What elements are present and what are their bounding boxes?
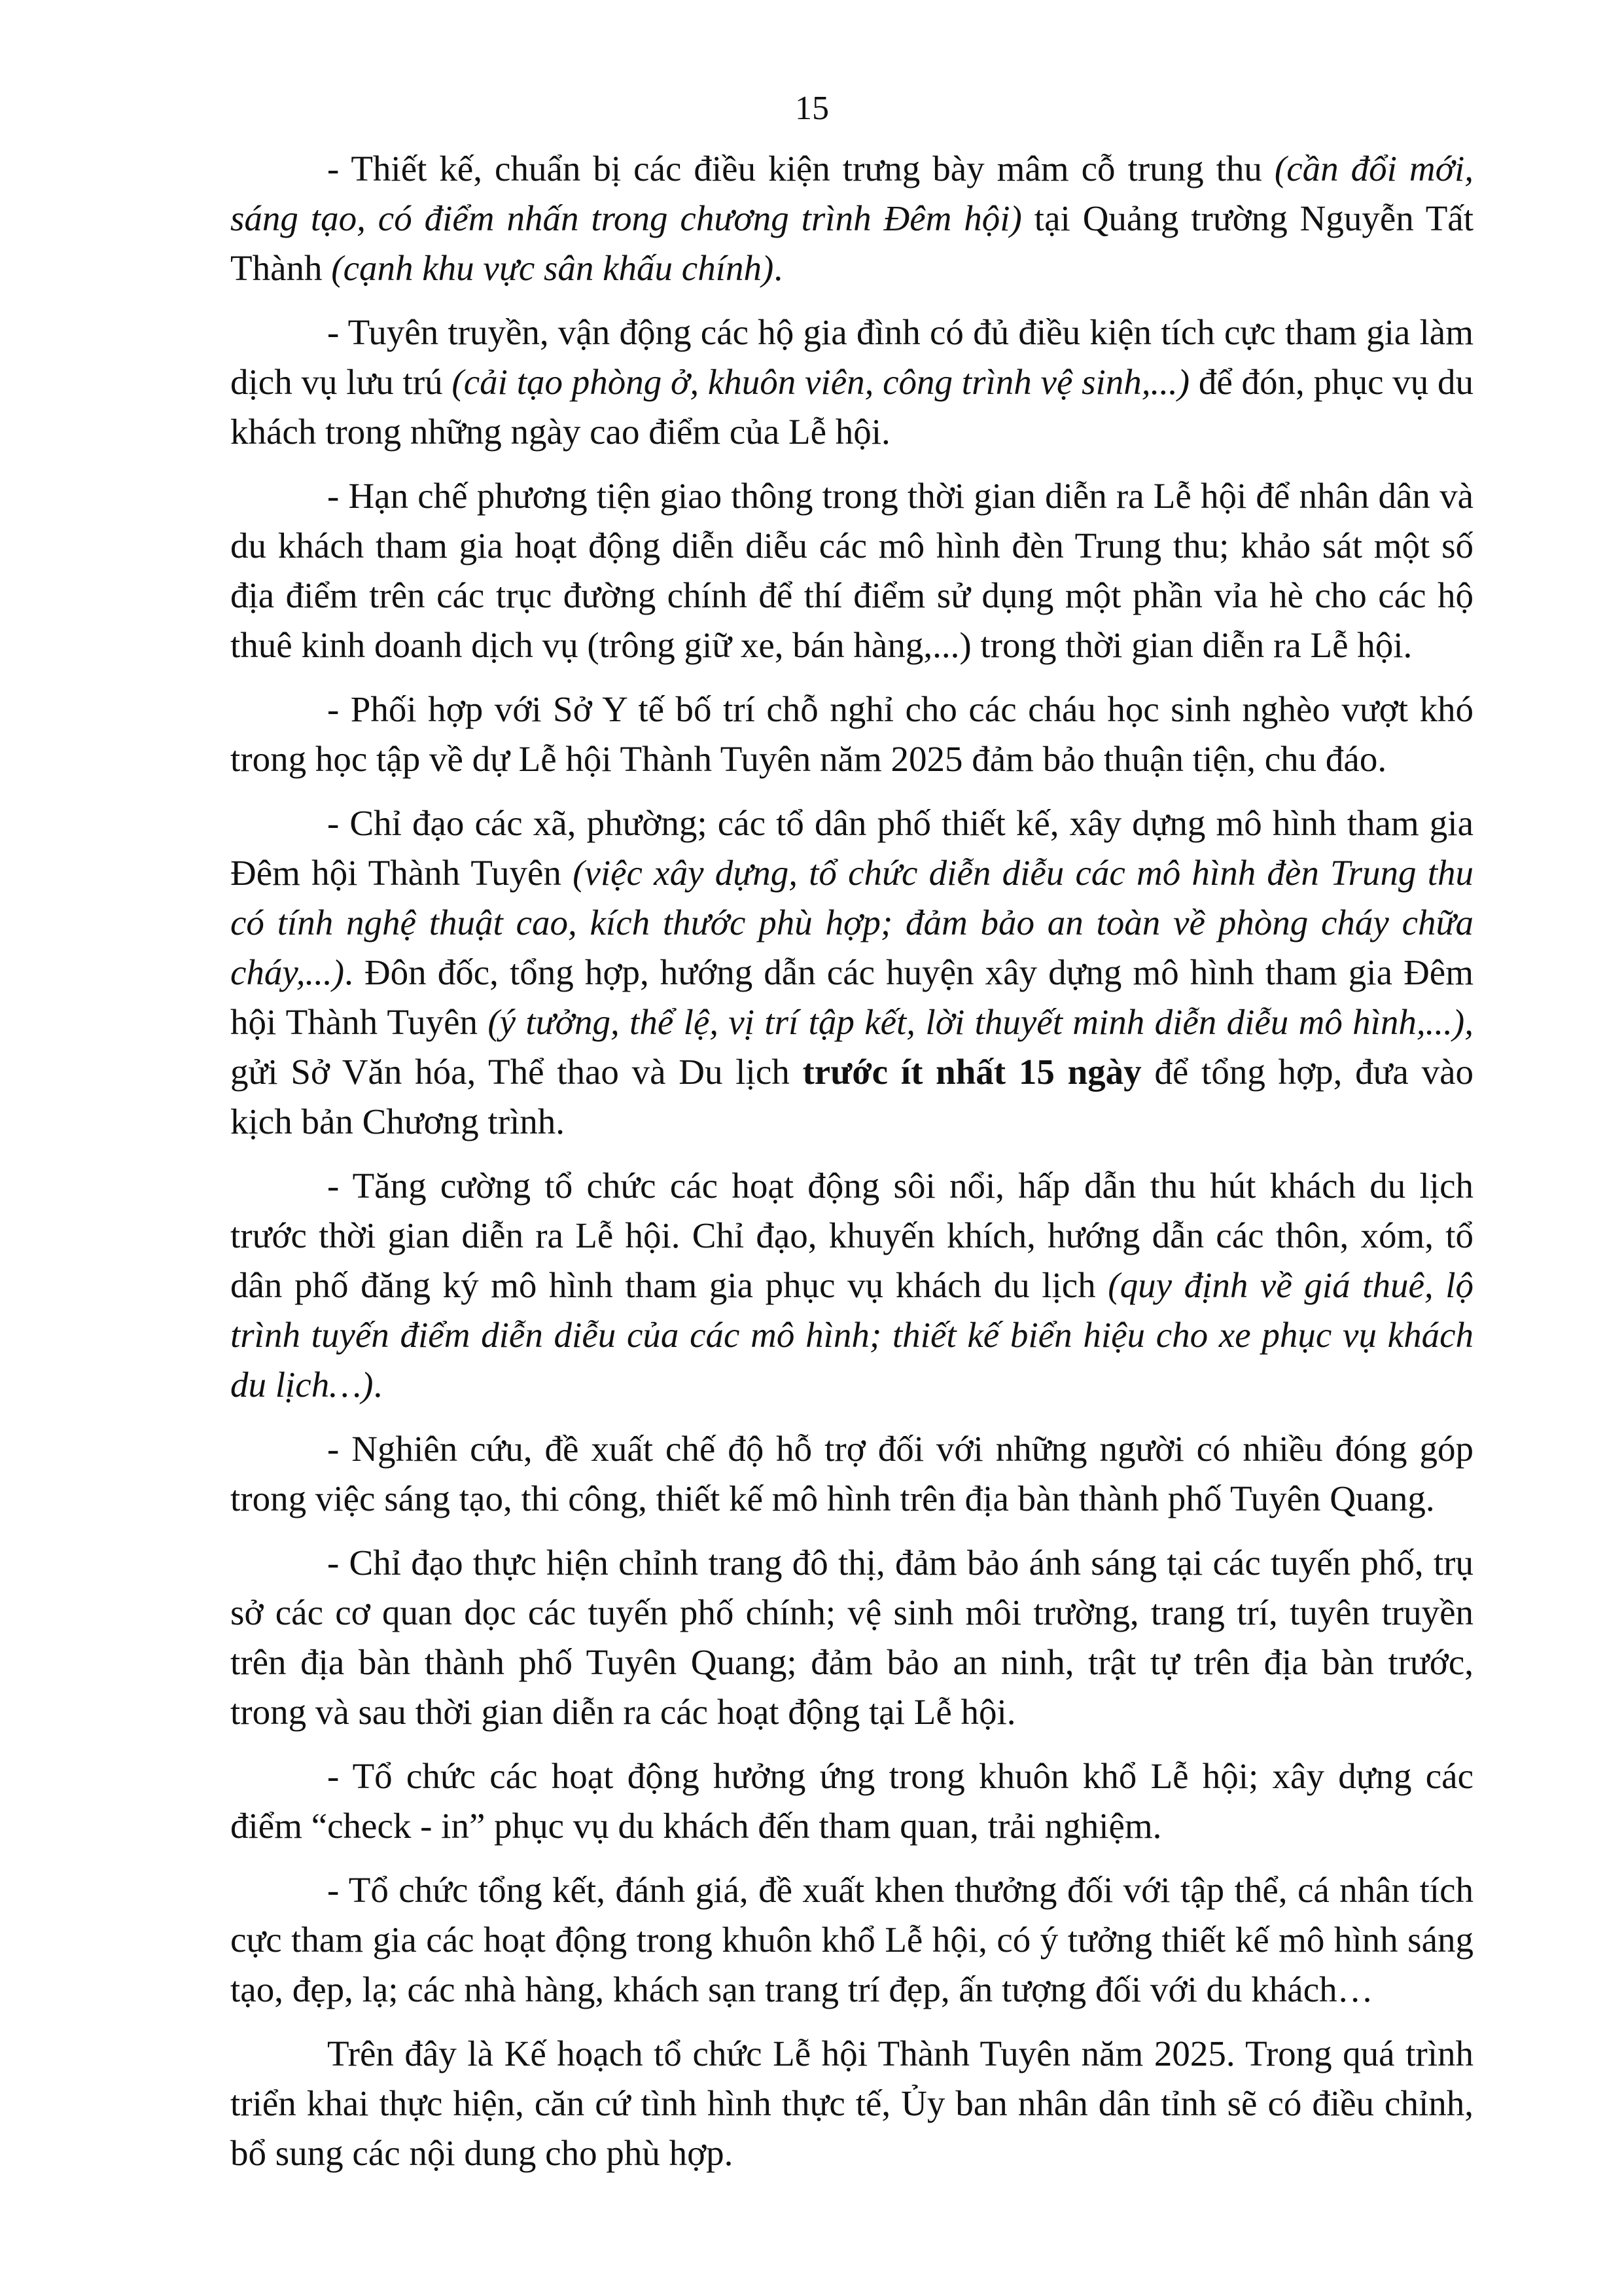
paragraph-homestay-services <box>230 308 1474 457</box>
text-segment: Trên đây là Kế hoạch tổ chức Lễ hội Thành Tuyên năm 2025. Trong quá trình triển khai thực hiện, căn cứ tình hình thực tế, Ủy ban nhân dân tỉnh sẽ có điều chỉnh, bổ sung các nội dung cho phù hợp. <box>230 2034 1474 2173</box>
paragraph-tourism-activities <box>230 1161 1474 1410</box>
paragraph-model-design <box>230 798 1474 1147</box>
text-segment-italic: (ý tưởng, thể lệ, vị trí tập kết, lời thuyết minh diễn diễu mô hình,...), <box>487 1002 1474 1042</box>
text-segment-bold: trước ít nhất 15 ngày <box>802 1052 1142 1092</box>
text-segment: - Chỉ đạo thực hiện chỉnh trang đô thị, đảm bảo ánh sáng tại các tuyến phố, trụ sở các cơ quan dọc các tuyến phố chính; vệ sinh môi trường, trang trí, tuyên truyền trên địa bàn thành phố Tuyên Quang; đảm bảo an ninh, trật tự trên địa bàn trước, trong và sau thời gian diễn ra các hoạt động tại Lễ hội. <box>230 1543 1474 1732</box>
text-segment: - Tuyên truyền, vận động các hộ gia đình có đủ điều kiện tích cực tham gia làm dịch vụ lưu trú <box>230 312 1474 402</box>
text-segment: . <box>773 248 783 288</box>
paragraph-conclusion <box>230 2029 1474 2178</box>
text-segment: . <box>373 1365 383 1405</box>
text-segment-italic: (cạnh khu vực sân khấu chính) <box>331 248 774 288</box>
paragraph-student-accommodation <box>230 685 1474 784</box>
text-segment-italic: (cần đổi mới, sáng tạo, có điểm nhấn trong chương trình Đêm hội) <box>230 149 1474 238</box>
paragraph-traffic-restriction <box>230 471 1474 670</box>
text-segment-italic: (quy định về giá thuê, lộ trình tuyến điểm diễn diễu của các mô hình; thiết kế biển hiệu cho xe phục vụ khách du lịch…) <box>230 1265 1474 1405</box>
text-segment: - Phối hợp với Sở Y tế bố trí chỗ nghỉ cho các cháu học sinh nghèo vượt khó trong học tập về dự Lễ hội Thành Tuyên năm 2025 đảm bảo thuận tiện, chu đáo. <box>230 689 1474 779</box>
text-segment: - Tổ chức các hoạt động hưởng ứng trong khuôn khổ Lễ hội; xây dựng các điểm “check - in” phục vụ du khách đến tham quan, trải nghiệm. <box>230 1756 1474 1846</box>
text-segment-italic: (cải tạo phòng ở, khuôn viên, công trình vệ sinh,...) <box>451 362 1190 402</box>
text-segment: tại Quảng trường Nguyễn Tất Thành <box>230 198 1474 288</box>
paragraph-check-in-points <box>230 1751 1474 1851</box>
text-segment: - Thiết kế, chuẩn bị các điều kiện trưng bày mâm cỗ trung thu <box>327 149 1275 188</box>
text-segment: gửi Sở Văn hóa, Thể thao và Du lịch <box>230 1052 803 1092</box>
paragraph-evaluation-rewards <box>230 1865 1474 2015</box>
text-segment-italic: (việc xây dựng, tổ chức diễn diễu các mô hình đèn Trung thu có tính nghệ thuật cao, kích thước phù hợp; đảm bảo an toàn về phòng cháy chữa cháy,...) <box>230 853 1474 992</box>
text-segment: để tổng hợp, đưa vào kịch bản Chương trình. <box>230 1052 1474 1141</box>
text-segment: . Đôn đốc, tổng hợp, hướng dẫn các huyện xây dựng mô hình tham gia Đêm hội Thành Tuyên <box>230 952 1474 1042</box>
document-body <box>230 144 1474 2178</box>
text-segment: để đón, phục vụ du khách trong những ngày cao điểm của Lễ hội. <box>230 362 1474 452</box>
text-segment: - Tăng cường tổ chức các hoạt động sôi nổi, hấp dẫn thu hút khách du lịch trước thời gian diễn ra Lễ hội. Chỉ đạo, khuyến khích, hướng dẫn các thôn, xóm, tổ dân phố đăng ký mô hình tham gia phục vụ khách du lịch <box>230 1166 1474 1305</box>
text-segment: - Nghiên cứu, đề xuất chế độ hỗ trợ đối với những người có nhiều đóng góp trong việc sáng tạo, thi công, thiết kế mô hình trên địa bàn thành phố Tuyên Quang. <box>230 1429 1474 1518</box>
paragraph-display-mooncake-trays <box>230 144 1474 293</box>
page-number: 15 <box>795 90 829 127</box>
text-segment: - Hạn chế phương tiện giao thông trong thời gian diễn ra Lễ hội để nhân dân và du khách tham gia hoạt động diễn diễu các mô hình đèn Trung thu; khảo sát một số địa điểm trên các trục đường chính để thí điểm sử dụng một phần vỉa hè cho các hộ thuê kinh doanh dịch vụ (trông giữ xe, bán hàng,...) trong thời gian diễn ra Lễ hội. <box>230 476 1474 665</box>
text-segment: - Tổ chức tổng kết, đánh giá, đề xuất khen thưởng đối với tập thể, cá nhân tích cực tham gia các hoạt động trong khuôn khổ Lễ hội, có ý tưởng thiết kế mô hình sáng tạo, đẹp, lạ; các nhà hàng, khách sạn trang trí đẹp, ấn tượng đối với du khách… <box>230 1870 1474 2009</box>
text-segment: - Chỉ đạo các xã, phường; các tổ dân phố thiết kế, xây dựng mô hình tham gia Đêm hội Thành Tuyên <box>230 803 1474 893</box>
paragraph-urban-beautification <box>230 1538 1474 1737</box>
paragraph-support-policy <box>230 1424 1474 1524</box>
